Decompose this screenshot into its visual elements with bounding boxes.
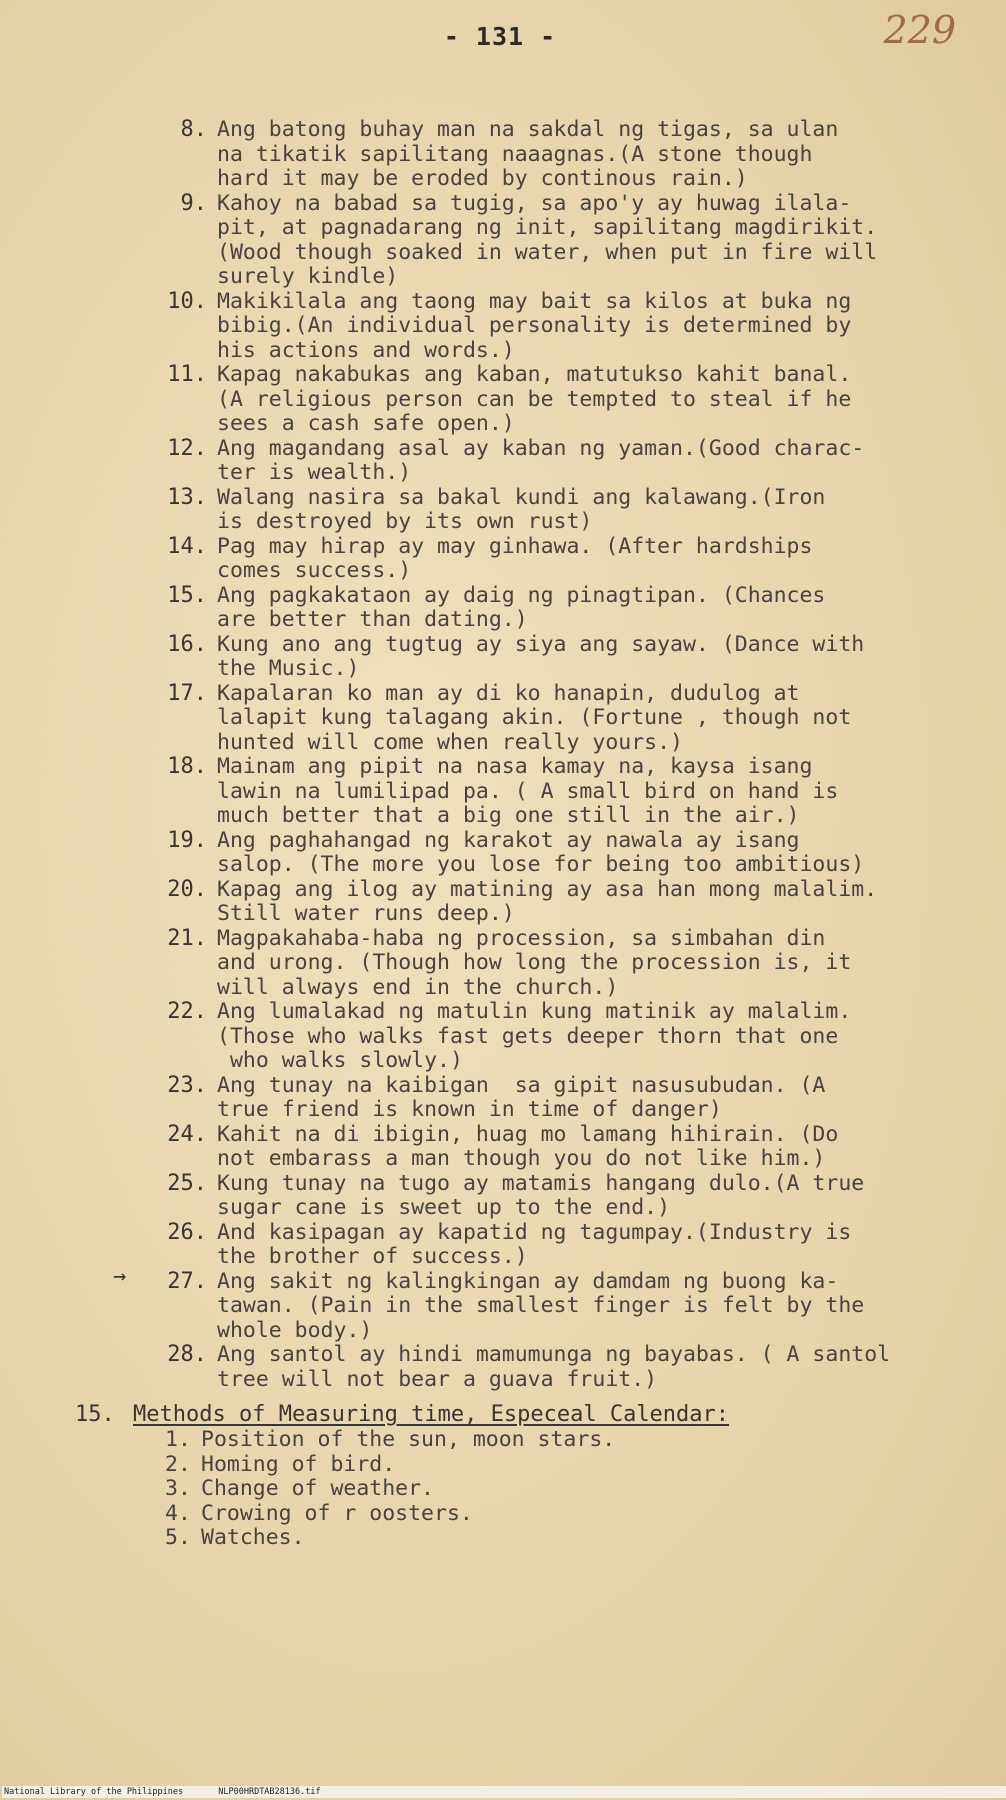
- method-number: 1.: [165, 1427, 191, 1452]
- page-number: - 131 -: [443, 22, 557, 51]
- proverb-text: Ang santol ay hindi mamumunga ng bayabas. ( A santol tree will not bear a guava fruit.): [217, 1342, 891, 1392]
- proverb-number: 28.: [167, 1342, 207, 1367]
- proverb-text: Makikilala ang taong may bait sa kilos at buka ng bibig.(An individual personality is determined by his actions and words.): [217, 288, 852, 363]
- method-text: Position of the sun, moon stars.: [201, 1427, 616, 1452]
- proverb-item: [145, 437, 965, 486]
- proverb-text: Ang tunay na kaibigan sa gipit nasusubudan. (A true friend is known in time of danger): [217, 1072, 826, 1122]
- proverb-text: Ang sakit ng kalingkingan ay damdam ng buong ka- tawan. (Pain in the smallest finger is felt by the whole body.): [217, 1268, 865, 1343]
- proverb-number: 22.: [167, 999, 207, 1024]
- proverb-number: 16.: [167, 631, 207, 657]
- proverb-text: Ang magandang asal ay kaban ng yaman.(Good charac- ter is wealth.): [217, 435, 865, 485]
- method-number: 3.: [165, 1476, 191, 1501]
- proverb-number: 20.: [167, 876, 207, 902]
- proverb-number: 11.: [167, 362, 207, 387]
- method-number: 2.: [165, 1451, 191, 1477]
- proverb-item: [145, 878, 965, 927]
- proverb-text: Pag may hirap ay may ginhawa. (After hardships comes success.): [217, 533, 813, 583]
- footer-filename: NLP00HRDTAB28136.tif: [218, 1787, 321, 1797]
- footer-library: National Library of the Philippines: [4, 1787, 184, 1797]
- proverb-number: 21.: [167, 925, 207, 951]
- proverb-number: 23.: [167, 1072, 207, 1098]
- proverb-number: 14.: [167, 533, 207, 559]
- proverb-text: Kapalaran ko man ay di ko hanapin, dudulog at lalapit kung talagang akin. (Fortune , though not hunted will come when really yours.): [217, 680, 852, 755]
- methods-section: [75, 1402, 975, 1551]
- method-text: Change of weather.: [201, 1476, 434, 1501]
- proverb-item: [145, 755, 965, 829]
- section-number: 15.: [75, 1402, 115, 1427]
- proverb-text: Magpakahaba-haba ng procession, sa simbahan din and urong. (Though how long the procession is, it will always end in the church.): [217, 925, 852, 1000]
- method-text: Homing of bird.: [201, 1451, 396, 1477]
- proverb-text: Kahit na di ibigin, huag mo lamang hihirain. (Do not embarass a man though you do not like him.): [217, 1121, 839, 1171]
- proverb-item: [145, 290, 965, 364]
- method-item: [165, 1453, 975, 1478]
- handwritten-page-number: 229: [883, 8, 956, 52]
- proverb-item: [145, 1074, 965, 1123]
- proverb-item: [145, 829, 965, 878]
- method-item: [165, 1428, 975, 1453]
- proverb-number: 24.: [167, 1121, 207, 1147]
- proverb-item: [145, 1343, 965, 1392]
- proverb-number: 13.: [167, 484, 207, 510]
- proverb-item: [145, 1000, 965, 1074]
- proverb-number: 26.: [167, 1219, 207, 1245]
- proverb-text: Kahoy na babad sa tugig, sa apo'y ay huwag ilala- pit, at pagnadarang ng init, sapilitang magdirikit. (Wood though soaked in water, when put in fire will surely kindle): [217, 190, 878, 289]
- proverb-list: [145, 118, 965, 1392]
- proverb-item: [145, 633, 965, 682]
- proverb-item: [145, 363, 965, 437]
- method-text: Watches.: [201, 1525, 305, 1550]
- margin-arrow-mark: →: [113, 1264, 127, 1289]
- proverb-item: [145, 535, 965, 584]
- section-title: Methods of Measuring time, Especeal Calendar:: [133, 1402, 730, 1427]
- proverb-number: 8.: [180, 117, 207, 142]
- proverb-text: Ang pagkakataon ay daig ng pinagtipan. (Chances are better than dating.): [217, 582, 826, 632]
- methods-list: [165, 1428, 975, 1551]
- proverb-text: Ang batong buhay man na sakdal ng tigas, sa ulan na tikatik sapilitang naaagnas.(A stone though hard it may be eroded by continous rain.): [217, 117, 839, 191]
- method-text: Crowing of r oosters.: [201, 1500, 473, 1526]
- proverb-text: Mainam ang pipit na nasa kamay na, kaysa isang lawin na lumilipad pa. ( A small bird on hand is much better that a big one still in the air.): [217, 754, 839, 828]
- proverb-text: Kapag ang ilog ay matining ay asa han mong malalim. Still water runs deep.): [217, 876, 878, 926]
- method-number: 5.: [165, 1525, 191, 1550]
- proverb-item: [145, 682, 965, 756]
- proverb-item: [145, 927, 965, 1001]
- proverb-number: 15.: [167, 582, 207, 608]
- footer-caption: [2, 1786, 1006, 1798]
- proverb-number: 19.: [167, 827, 207, 853]
- proverb-item: [145, 1172, 965, 1221]
- proverb-text: Kung tunay na tugo ay matamis hangang dulo.(A true sugar cane is sweet up to the end.): [217, 1170, 865, 1220]
- proverb-number: 10.: [167, 288, 207, 314]
- proverb-number: 18.: [167, 754, 207, 779]
- proverb-item: [145, 584, 965, 633]
- proverb-item: [145, 1221, 965, 1270]
- section-heading: [75, 1402, 975, 1428]
- proverb-text: Ang lumalakad ng matulin kung matinik ay malalim. (Those who walks fast gets deeper thorn that one who walks slowly.): [217, 999, 852, 1073]
- proverb-number: 9.: [180, 190, 207, 216]
- proverb-number: 25.: [167, 1170, 207, 1196]
- proverb-text: Kung ano ang tugtug ay siya ang sayaw. (Dance with the Music.): [217, 631, 865, 681]
- proverb-item: [145, 486, 965, 535]
- proverb-number: 17.: [167, 680, 207, 706]
- method-item: [165, 1526, 975, 1551]
- proverb-item: [145, 1270, 965, 1344]
- proverb-text: Ang paghahangad ng karakot ay nawala ay isang salop. (The more you lose for being too ambitious): [217, 827, 865, 877]
- method-number: 4.: [165, 1500, 191, 1526]
- method-item: [165, 1502, 975, 1527]
- proverb-text: Walang nasira sa bakal kundi ang kalawang.(Iron is destroyed by its own rust): [217, 484, 826, 534]
- proverb-text: And kasipagan ay kapatid ng tagumpay.(Industry is the brother of success.): [217, 1219, 852, 1269]
- proverb-item: [145, 118, 965, 192]
- proverb-item: [145, 192, 965, 290]
- proverb-number: 12.: [167, 435, 207, 461]
- proverb-number: 27.: [167, 1268, 207, 1294]
- proverb-text: Kapag nakabukas ang kaban, matutukso kahit banal. (A religious person can be tempted to steal if he sees a cash safe open.): [217, 362, 852, 436]
- proverb-item: [145, 1123, 965, 1172]
- method-item: [165, 1477, 975, 1502]
